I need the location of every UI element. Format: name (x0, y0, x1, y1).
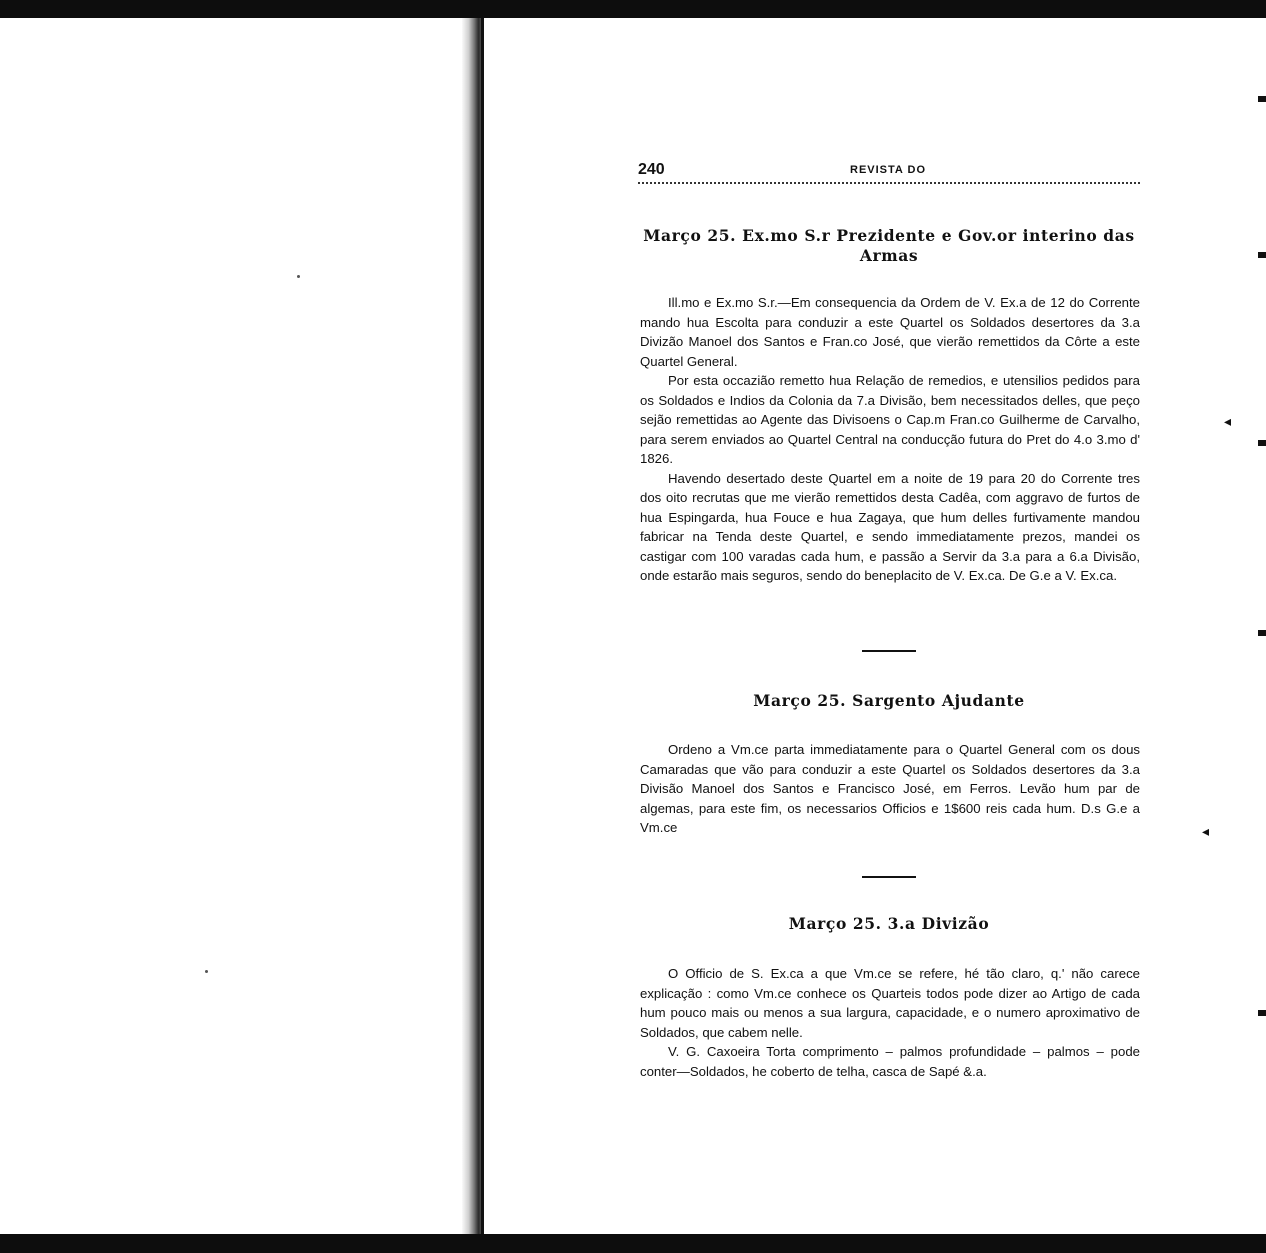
paragraph: Por esta occazião remetto hua Relação de remedios, e utensilios pedidos para os Soldados e Indios da Colonia da 7.a Divisão, bem necessitados delles, que peço sejão remettidas ao Agente das Divisoens o Cap.m Fran.co Guilherme de Carvalho, para serem enviados ao Quartel Central na conducção futura do Pret do 4.o 3.mo d' 1826. (640, 373, 1140, 466)
margin-mark-icon: ◂ (1224, 414, 1232, 430)
edge-mark (1258, 1010, 1266, 1016)
page-header (638, 160, 1140, 180)
edge-mark (1258, 252, 1266, 258)
section-title: Março 25. 3.a Divizão (788, 914, 990, 933)
header-rule (638, 182, 1140, 184)
section-separator (862, 650, 916, 652)
running-head: REVISTA DO (850, 164, 927, 176)
gutter-line (481, 18, 484, 1234)
paragraph: O Officio de S. Ex.ca a que Vm.ce se refere, hé tão claro, q.' não carece explicação : como Vm.ce conhece os Quarteis todos pode dizer ao Artigo de cada hum pouco mais ou menos a sua largura, capacidade, e o numero aproximativo de Soldados, que cabem nelle. (640, 966, 1140, 1040)
paragraph: Havendo desertado deste Quartel em a noite de 19 para 20 do Corrente tres dos oito recrutas que me vierão remettidos desta Cadêa, com aggravo de furtos de hua Espingarda, hua Fouce e hua Zagaya, que hum delles furtivamente mandou fabricar na Tenda deste Quartel, e sendo immediatamente prezos, mandei os castigar com 100 varadas cada hum, e passão a Servir da 3.a para a 6.a Divisão, onde estarão mais seguros, sendo do beneplacito de V. Ex.ca. De G.e a V. Ex.ca. (640, 470, 1140, 583)
left-page-blank (0, 18, 462, 1234)
edge-mark (1258, 630, 1266, 636)
paragraph: Ordeno a Vm.ce parta immediatamente para o Quartel General com os dous Camaradas que vão para conduzir a este Quartel os Soldados desertores da 3.a Divisão Manoel dos Santos e Francisco José, em Ferros. Levão hum par de algemas, para este fim, os necessarios Officios e 1$600 reis cada hum. D.s G.e a Vm.ce (640, 742, 1140, 835)
paper-speck (297, 275, 300, 278)
paragraph: V. G. Caxoeira Torta comprimento – palmos profundidade – palmos – pode conter—Soldados, he coberto de telha, casca de Sapé &.a. (640, 1044, 1140, 1079)
scan-top-border (0, 0, 1266, 18)
section-body (640, 293, 1140, 586)
section-body (640, 964, 1140, 1081)
section-title: Março 25. Ex.mo S.r Prezidente e Gov.or interino das Armas (643, 226, 1135, 265)
edge-mark (1258, 440, 1266, 446)
edge-mark (1258, 96, 1266, 102)
page-number: 240 (638, 161, 665, 178)
section-body (640, 740, 1140, 838)
paper-speck (205, 970, 208, 973)
scan-bottom-border (0, 1234, 1266, 1253)
section-separator (862, 876, 916, 878)
paragraph: Ill.mo e Ex.mo S.r.—Em consequencia da Ordem de V. Ex.a de 12 do Corrente mando hua Escolta para conduzir a este Quartel os Soldados desertores da 3.a Divizão Manoel dos Santos e Fran.co José, que vierão remettidos da Côrte a este Quartel General. (640, 295, 1140, 369)
section-title: Março 25. Sargento Ajudante (753, 691, 1025, 710)
margin-mark-icon: ◂ (1202, 824, 1210, 840)
